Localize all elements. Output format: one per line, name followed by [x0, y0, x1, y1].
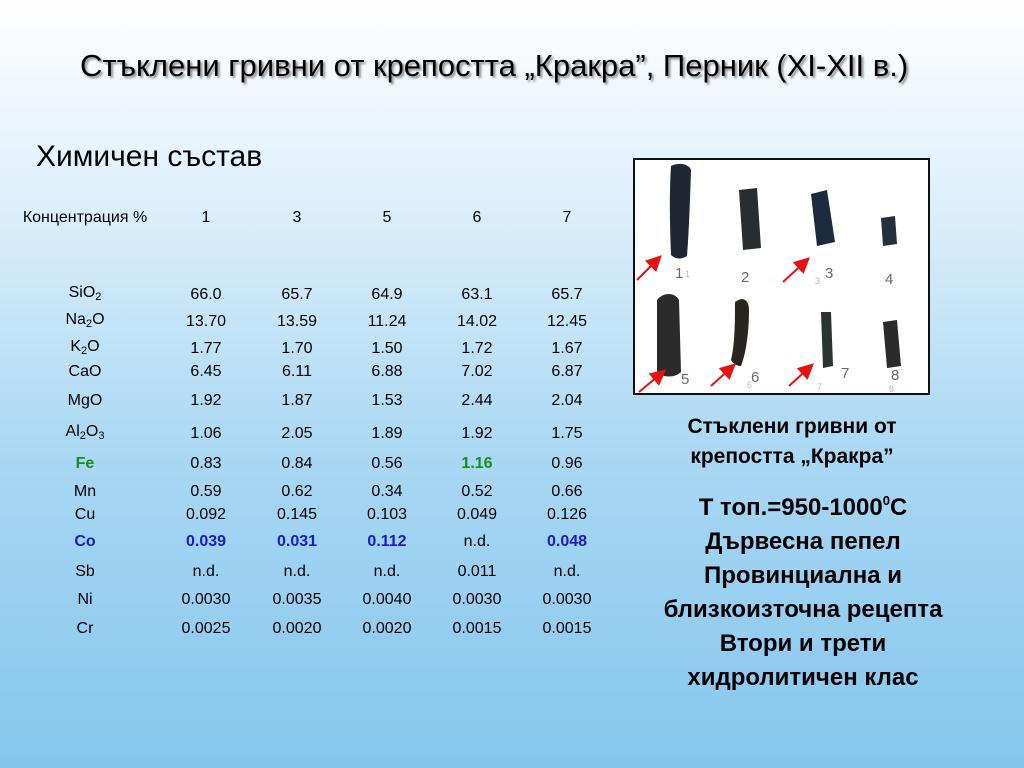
- cell: 13.59: [276, 313, 318, 330]
- caption-line: Стъклени гривни от: [687, 415, 897, 438]
- cell: 6.88: [371, 363, 403, 380]
- fragment-small-label: 6: [747, 380, 753, 390]
- cell: 0.0020: [362, 619, 412, 637]
- table-row: [10, 614, 612, 642]
- cell: 1.75: [551, 425, 583, 442]
- fragment-label: 1: [675, 265, 684, 282]
- arrow-indicator: [711, 366, 733, 386]
- slide-title: Стъклени гривни от крепостта „Кракра”, Перник (XI-XII в.): [80, 48, 909, 83]
- table-row: [10, 504, 612, 525]
- cell: 0.0035: [272, 591, 322, 608]
- cell: 1.87: [281, 392, 313, 409]
- cell: 1.70: [281, 340, 313, 357]
- cell: 6.87: [551, 363, 583, 380]
- fragment-label: 4: [885, 271, 894, 288]
- table-row: [10, 361, 612, 382]
- cell: 0.0030: [181, 591, 231, 608]
- table-row: [10, 419, 612, 448]
- cell: 0.0020: [272, 619, 322, 637]
- fragment-label: 6: [751, 369, 760, 386]
- oxide-label: SiO$_2$: [68, 283, 102, 303]
- fragment-label: 8: [891, 367, 900, 384]
- fragment-5: [657, 294, 681, 377]
- note-line: близкоизточна рецепта: [663, 596, 943, 623]
- arrow-indicator: [639, 372, 663, 392]
- cell: 0.092: [185, 506, 227, 523]
- cell-highlight: 0.112: [367, 532, 407, 550]
- cell: 1.53: [371, 392, 403, 409]
- oxide-label: Cr: [76, 619, 94, 637]
- table-row: [10, 585, 612, 614]
- fragment-small-label: 8: [889, 384, 895, 393]
- cell: 0.103: [366, 506, 408, 523]
- fragment-2: [739, 188, 761, 250]
- cell: 2.05: [281, 425, 313, 442]
- note-line: хидролитичен клас: [687, 664, 919, 691]
- table-header-row: [10, 204, 612, 266]
- cell: 64.9: [371, 286, 403, 303]
- oxide-label: $K_2O$: [70, 337, 100, 357]
- cell: 0.145: [276, 506, 318, 523]
- header-label: Концентрация %: [22, 209, 148, 226]
- cell: 14.02: [456, 313, 498, 330]
- cell: 1.67: [551, 340, 583, 357]
- cell: 6.11: [282, 363, 312, 380]
- fragment-label: 3: [825, 265, 834, 282]
- cell: 0.011: [457, 562, 497, 580]
- table-row: [10, 557, 612, 585]
- fragment-7: [821, 312, 833, 368]
- cell: 2.44: [461, 392, 493, 409]
- cell-highlight: 1.16: [461, 455, 493, 472]
- arrow-indicator: [637, 258, 659, 280]
- cell: 0.0025: [181, 619, 231, 637]
- cell: 0.59: [190, 483, 222, 500]
- cell: 2.04: [551, 392, 583, 409]
- cell-highlight: 0.039: [185, 532, 227, 550]
- caption-line: крепостта „Кракра”: [690, 445, 894, 468]
- cell: 0.62: [281, 483, 313, 500]
- cell: 0.0015: [542, 619, 592, 637]
- table-row: [10, 525, 612, 557]
- oxide-label: Co: [74, 532, 96, 550]
- cell: 0.56: [371, 455, 403, 472]
- cell: 65.7: [281, 286, 313, 303]
- oxide-label: Fe: [75, 455, 95, 472]
- arrow-indicator: [783, 260, 807, 282]
- cell: 1.77: [190, 340, 222, 357]
- cell: 0.84: [281, 455, 313, 472]
- fragment-1: [670, 164, 691, 259]
- temperature-note: Т $топ.=950-1000^0С$: [698, 493, 908, 521]
- table-row: [10, 282, 612, 307]
- table-row: [10, 336, 612, 361]
- cell: 1.92: [461, 425, 493, 442]
- column-header-5: 5: [382, 209, 392, 226]
- fragment-small-label: 3: [815, 276, 821, 286]
- fragment-label: 7: [841, 365, 850, 382]
- conclusions: [628, 484, 978, 695]
- cell: 0.0015: [452, 619, 502, 637]
- cell: 0.96: [551, 455, 583, 472]
- cell: 0.0030: [542, 591, 592, 608]
- oxide-label: Sb: [75, 562, 95, 580]
- cell: n.d.: [553, 562, 581, 580]
- fragment-8: [883, 320, 901, 368]
- cell: 63.1: [461, 286, 493, 303]
- note-line: Провинциална и: [704, 562, 902, 589]
- cell: 0.126: [546, 506, 588, 523]
- cell: 65.7: [551, 286, 583, 303]
- cell: 1.50: [371, 340, 403, 357]
- cell: n.d.: [463, 532, 491, 550]
- column-header-6: 6: [472, 209, 482, 226]
- column-header-3: 3: [292, 209, 302, 226]
- cell: n.d.: [373, 562, 401, 580]
- oxide-label: MgO: [67, 392, 103, 409]
- section-subtitle: Химичен състав: [36, 140, 263, 173]
- cell: 13.70: [185, 313, 227, 330]
- fragment-4: [881, 216, 897, 246]
- fragment-6: [731, 299, 749, 366]
- cell: n.d.: [192, 562, 220, 580]
- table-row: [10, 479, 612, 504]
- cell: 0.83: [190, 455, 222, 472]
- note-line: Втори и трети: [719, 630, 887, 657]
- cell: 0.0040: [362, 591, 412, 608]
- oxide-label: Ni: [77, 591, 93, 608]
- oxide-label: Mn: [73, 483, 97, 500]
- oxide-label: Cu: [74, 506, 96, 523]
- bracelet-photo: [633, 158, 930, 395]
- oxide-label: $Al_2O_3$: [65, 422, 105, 442]
- photo-caption: [634, 412, 950, 472]
- cell: 11.24: [367, 313, 407, 330]
- cell: 1.92: [190, 392, 222, 409]
- cell: n.d.: [283, 562, 311, 580]
- cell: 1.89: [371, 425, 403, 442]
- oxide-label: CaO: [68, 363, 102, 380]
- cell: 0.34: [371, 483, 403, 500]
- table-row: [10, 448, 612, 479]
- cell: 12.45: [546, 313, 588, 330]
- bracelet-fragments-illustration: [635, 160, 928, 393]
- cell: 0.66: [551, 483, 583, 500]
- column-header-7: 7: [562, 209, 572, 226]
- table-row: [10, 382, 612, 419]
- cell: 7.02: [461, 363, 493, 380]
- cell-highlight: 0.031: [276, 532, 318, 550]
- table-row: [10, 307, 612, 336]
- fragment-label: 2: [741, 269, 750, 286]
- cell: 0.049: [456, 506, 498, 523]
- note-line: Дървесна пепел: [705, 528, 901, 555]
- fragment-label: 5: [681, 371, 690, 388]
- fragment-small-label: 7: [817, 382, 823, 392]
- arrow-indicator: [789, 366, 811, 386]
- cell: 0.52: [461, 483, 493, 500]
- cell-highlight: 0.048: [546, 532, 588, 550]
- chemical-composition-table: [10, 204, 612, 642]
- cell: 66.0: [190, 286, 222, 303]
- cell: 0.0030: [452, 591, 502, 608]
- oxide-label: $Na_2O$: [65, 310, 105, 330]
- fragment-small-label: 1: [685, 269, 691, 279]
- cell: 1.06: [190, 425, 222, 442]
- cell: 1.72: [461, 340, 493, 357]
- cell: 6.45: [190, 363, 222, 380]
- fragment-3: [811, 190, 835, 246]
- column-header-1: 1: [201, 209, 211, 226]
